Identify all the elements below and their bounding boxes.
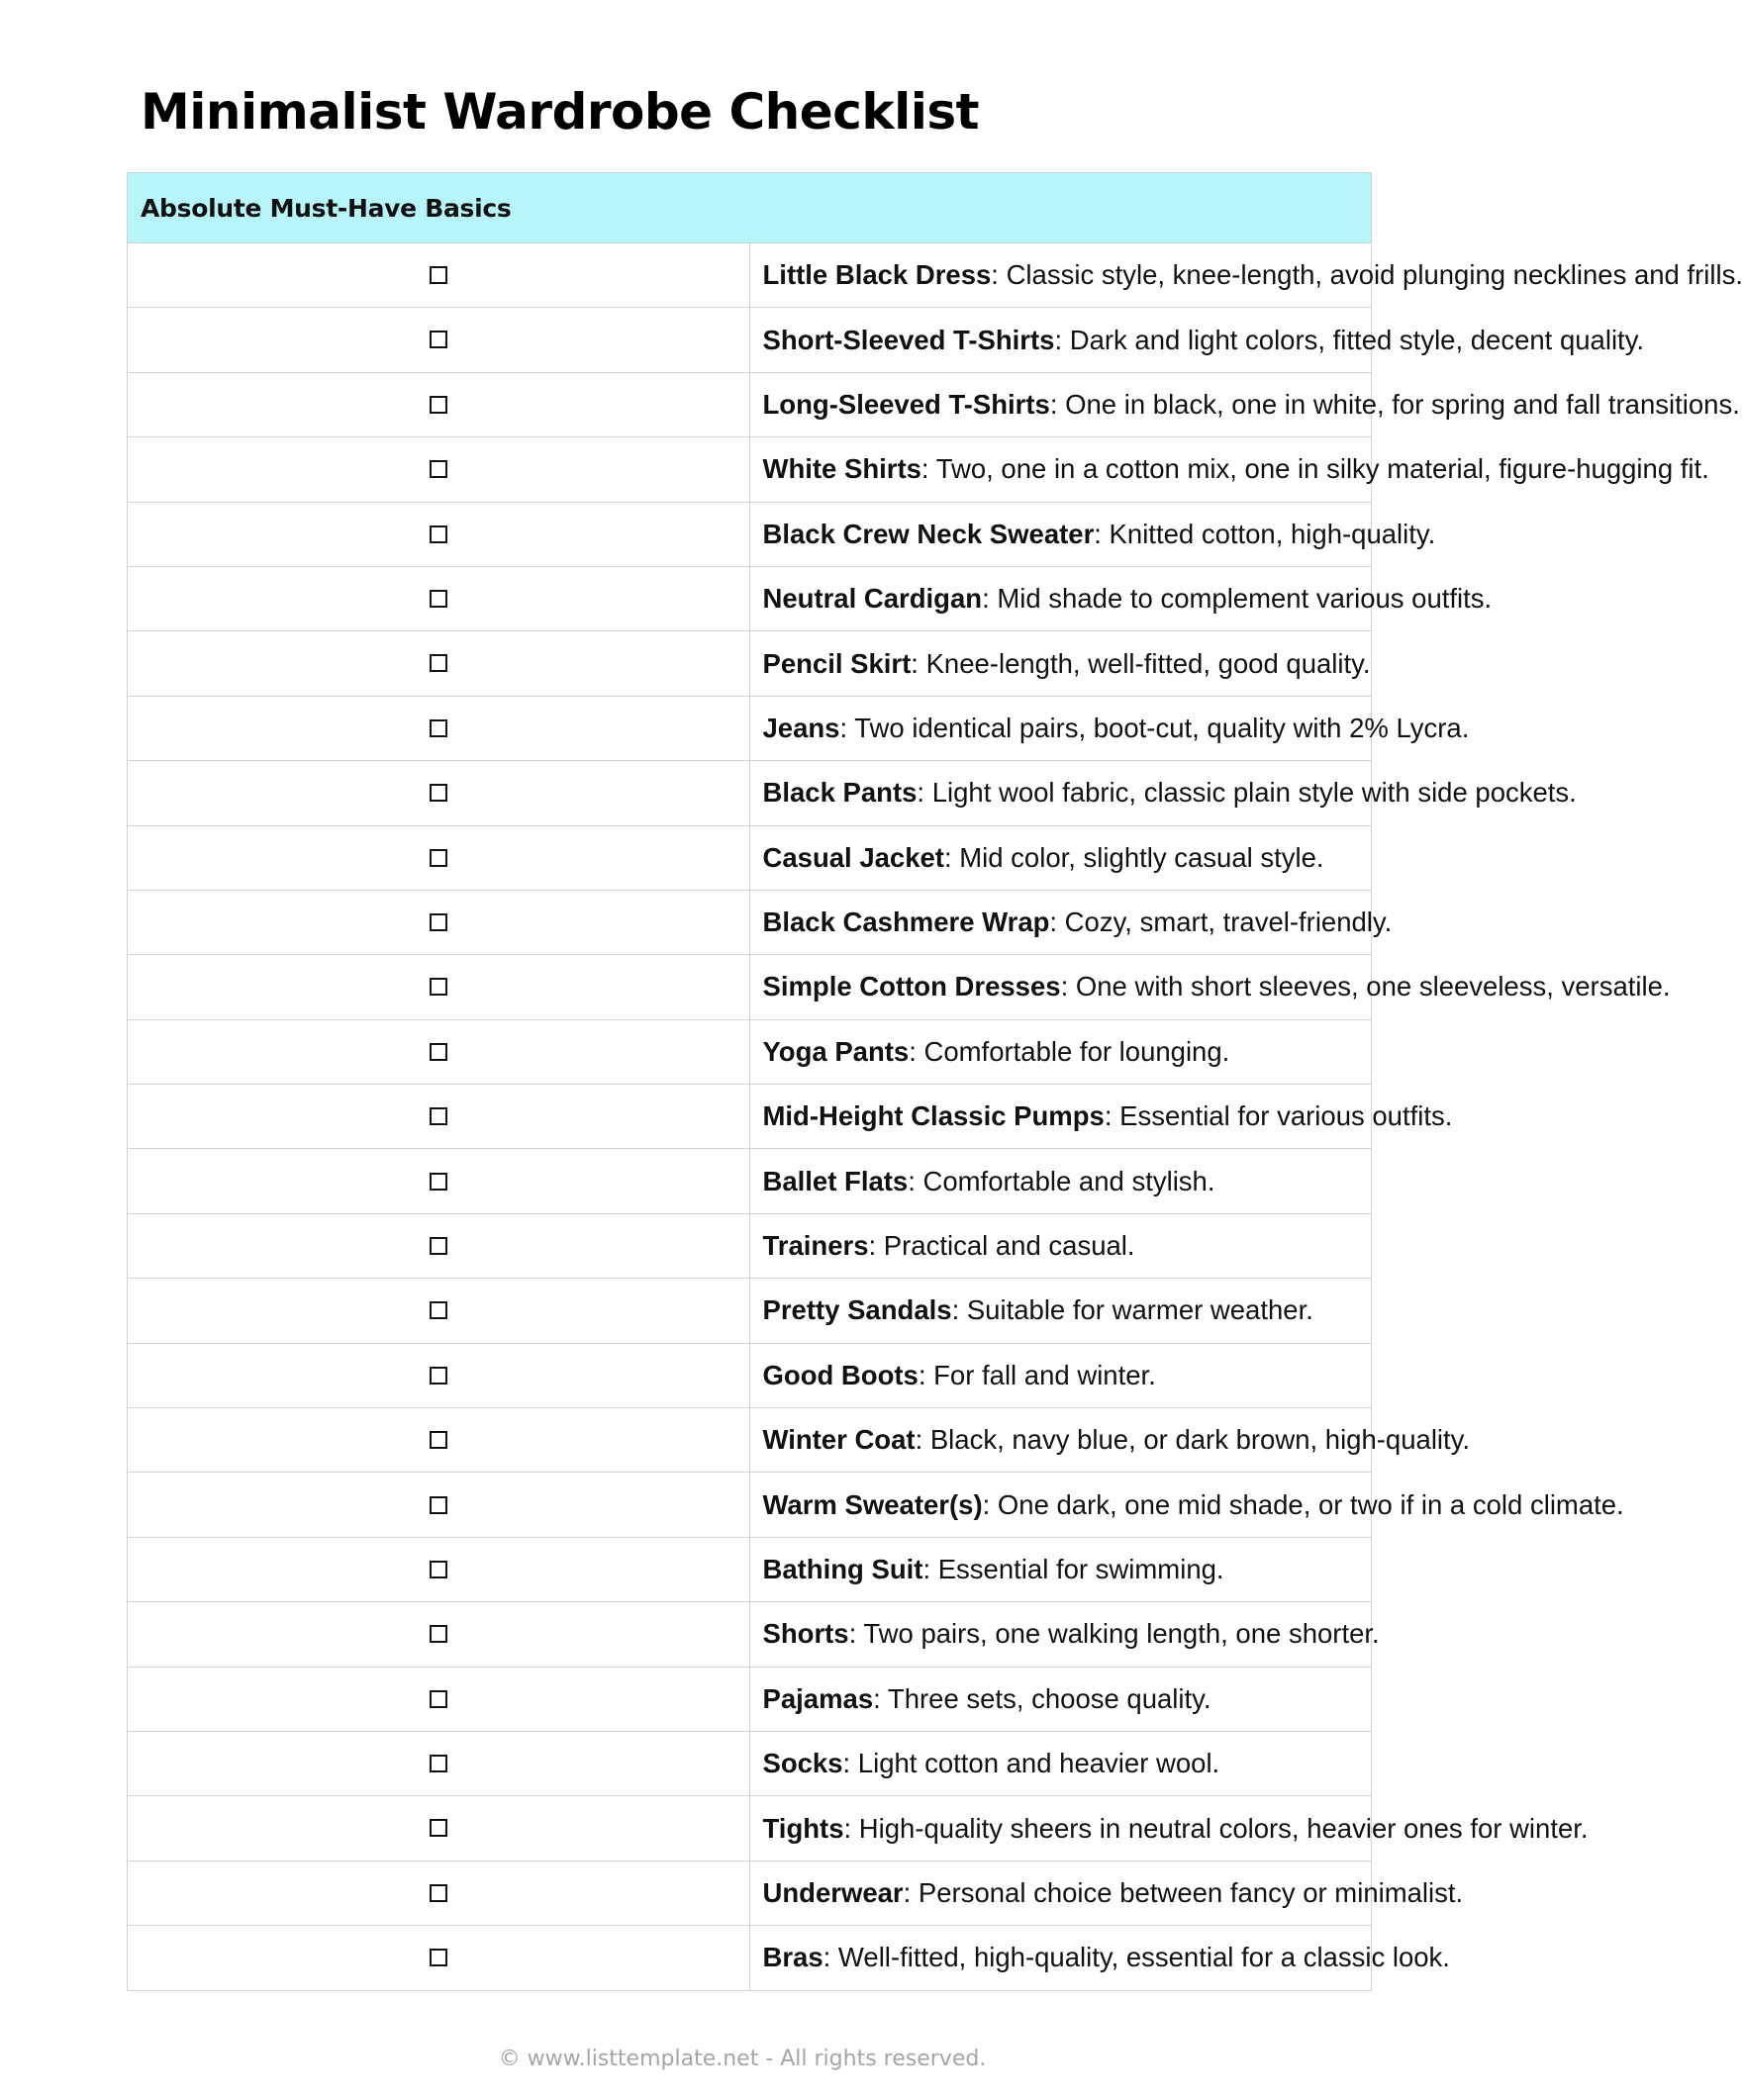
checklist-row — [128, 1473, 1372, 1537]
checklist-row — [128, 1926, 1372, 1990]
item-checkbox[interactable] — [430, 331, 447, 348]
item-description: : Two identical pairs, boot-cut, quality with 2% Lycra. — [839, 712, 1470, 743]
item-checkbox[interactable] — [430, 460, 447, 478]
item-checkbox[interactable] — [430, 1561, 447, 1578]
item-description: : Three sets, choose quality. — [873, 1682, 1211, 1714]
item-description: : Practical and casual. — [868, 1230, 1135, 1262]
item-description: : Cozy, smart, travel-friendly. — [1049, 907, 1393, 938]
item-text-cell — [749, 1861, 1464, 1925]
checkbox-cell — [128, 631, 750, 696]
item-name: Casual Jacket — [762, 841, 944, 873]
checkbox-cell — [128, 1473, 750, 1537]
item-name: Black Crew Neck Sweater — [762, 518, 1095, 549]
checklist-row — [128, 825, 1372, 890]
item-description: : Two, one in a cotton mix, one in silky material, figure-hugging fit. — [920, 453, 1709, 485]
item-text-cell — [749, 1408, 1471, 1473]
item-text-cell — [749, 890, 1393, 954]
checklist-row — [128, 1408, 1372, 1473]
checkbox-cell — [128, 761, 750, 825]
checkbox-cell — [128, 502, 750, 566]
checklist-row — [128, 955, 1372, 1019]
checklist-row — [128, 1019, 1372, 1084]
item-description: : One in black, one in white, for spring and fall transitions. — [1049, 388, 1740, 420]
item-description: : Light wool fabric, classic plain style with side pockets. — [917, 777, 1577, 809]
section-heading: Absolute Must-Have Basics — [128, 173, 1372, 243]
item-checkbox[interactable] — [430, 719, 447, 737]
item-checkbox[interactable] — [430, 590, 447, 608]
item-checkbox[interactable] — [430, 1819, 447, 1837]
checkbox-cell — [128, 1019, 750, 1084]
item-name: Short-Sleeved T-Shirts — [762, 324, 1055, 355]
item-description: : Mid shade to complement various outfits. — [982, 583, 1493, 615]
item-text-cell — [749, 1731, 1372, 1795]
item-text-cell — [749, 825, 1372, 890]
item-name: Little Black Dress — [762, 259, 992, 291]
item-checkbox[interactable] — [430, 784, 447, 802]
checkbox-cell — [128, 1408, 750, 1473]
checklist-row — [128, 1149, 1372, 1213]
checklist-row — [128, 1667, 1372, 1731]
checklist-row — [128, 1731, 1372, 1795]
item-checkbox[interactable] — [430, 1301, 447, 1319]
checkbox-cell — [128, 1149, 750, 1213]
item-name: White Shirts — [762, 453, 921, 485]
checkbox-cell — [128, 1731, 750, 1795]
item-text-cell — [749, 1085, 1453, 1149]
checklist-row — [128, 1343, 1372, 1407]
item-text-cell — [749, 372, 1740, 436]
item-name: Pajamas — [762, 1682, 874, 1714]
checklist-body — [128, 243, 1743, 1991]
item-name: Winter Coat — [762, 1424, 916, 1456]
checklist-row — [128, 372, 1372, 436]
checklist-row — [128, 1602, 1372, 1667]
checklist-row — [128, 1861, 1372, 1925]
item-description: : For fall and winter. — [918, 1359, 1156, 1390]
item-name: Jeans — [762, 712, 840, 743]
item-checkbox[interactable] — [430, 1496, 447, 1514]
checkbox-cell — [128, 1537, 750, 1601]
item-text-cell — [749, 1149, 1372, 1213]
item-checkbox[interactable] — [430, 1107, 447, 1125]
item-description: : Dark and light colors, fitted style, decent quality. — [1054, 324, 1645, 355]
item-text-cell — [749, 1796, 1589, 1861]
checkbox-cell — [128, 1667, 750, 1731]
checklist-row — [128, 1537, 1372, 1601]
checklist-row — [128, 308, 1372, 372]
checklist-row — [128, 1796, 1372, 1861]
item-text-cell — [749, 502, 1436, 566]
item-text-cell — [749, 761, 1577, 825]
checkbox-cell — [128, 566, 750, 630]
item-description: : One dark, one mid shade, or two if in a cold climate. — [982, 1488, 1624, 1520]
item-name: Bras — [762, 1942, 823, 1973]
checkbox-cell — [128, 243, 750, 308]
item-description: : Knitted cotton, high-quality. — [1094, 518, 1436, 549]
checklist-row — [128, 761, 1372, 825]
checkbox-cell — [128, 308, 750, 372]
item-name: Pretty Sandals — [762, 1294, 952, 1326]
item-text-cell — [749, 696, 1470, 760]
page-title: Minimalist Wardrobe Checklist — [141, 83, 980, 141]
item-text-cell — [749, 1926, 1450, 1990]
checkbox-cell — [128, 1861, 750, 1925]
item-description: : Two pairs, one walking length, one shorter. — [848, 1618, 1380, 1650]
item-description: : Suitable for warmer weather. — [951, 1294, 1313, 1326]
item-name: Black Cashmere Wrap — [762, 907, 1050, 938]
checklist-row — [128, 631, 1372, 696]
checkbox-cell — [128, 437, 750, 502]
item-description: : One with short sleeves, one sleeveless, versatile. — [1060, 971, 1671, 1002]
item-checkbox[interactable] — [430, 1949, 447, 1966]
item-checkbox[interactable] — [430, 1431, 447, 1449]
checklist-row — [128, 1279, 1372, 1343]
checklist-row — [128, 890, 1372, 954]
checkbox-cell — [128, 825, 750, 890]
item-name: Good Boots — [762, 1359, 919, 1390]
checklist-row — [128, 502, 1372, 566]
item-checkbox[interactable] — [430, 1755, 447, 1772]
item-text-cell — [749, 1279, 1372, 1343]
item-text-cell — [749, 1537, 1372, 1601]
item-name: Black Pants — [762, 777, 918, 809]
item-name: Pencil Skirt — [762, 647, 912, 679]
item-text-cell — [749, 1667, 1372, 1731]
item-checkbox[interactable] — [430, 266, 447, 284]
item-text-cell — [749, 955, 1671, 1019]
checklist-row — [128, 566, 1372, 630]
item-checkbox[interactable] — [430, 913, 447, 931]
checkbox-cell — [128, 1343, 750, 1407]
item-description: : Well-fitted, high-quality, essential for a classic look. — [823, 1942, 1450, 1973]
item-text-cell — [749, 1473, 1624, 1537]
checkbox-cell — [128, 890, 750, 954]
checkbox-cell — [128, 955, 750, 1019]
item-description: : Classic style, knee-length, avoid plunging necklines and frills. — [991, 259, 1743, 291]
checkbox-cell — [128, 372, 750, 436]
checkbox-cell — [128, 1279, 750, 1343]
item-checkbox[interactable] — [430, 978, 447, 996]
item-name: Long-Sleeved T-Shirts — [762, 388, 1050, 420]
item-checkbox[interactable] — [430, 1367, 447, 1384]
checkbox-cell — [128, 1796, 750, 1861]
item-name: Ballet Flats — [762, 1165, 909, 1196]
item-checkbox[interactable] — [430, 1173, 447, 1191]
item-description: : Mid color, slightly casual style. — [943, 841, 1324, 873]
item-checkbox[interactable] — [430, 525, 447, 543]
item-text-cell — [749, 1343, 1372, 1407]
item-checkbox[interactable] — [430, 396, 447, 414]
item-name: Trainers — [762, 1230, 869, 1262]
item-checkbox[interactable] — [430, 1237, 447, 1255]
item-checkbox[interactable] — [430, 1625, 447, 1643]
checkbox-cell — [128, 1213, 750, 1278]
item-name: Neutral Cardigan — [762, 583, 983, 615]
item-description: : Personal choice between fancy or minimalist. — [903, 1876, 1464, 1908]
item-text-cell — [749, 1602, 1380, 1667]
item-name: Yoga Pants — [762, 1035, 910, 1067]
item-text-cell — [749, 631, 1372, 696]
checkbox-cell — [128, 1602, 750, 1667]
item-name: Bathing Suit — [762, 1554, 923, 1584]
item-name: Mid-Height Classic Pumps — [762, 1100, 1105, 1132]
copyright-footer: © www.listtemplate.net - All rights reserved. — [498, 2047, 987, 2071]
checklist-row — [128, 437, 1372, 502]
item-text-cell — [749, 437, 1709, 502]
checklist-row — [128, 1085, 1372, 1149]
checkbox-cell — [128, 1926, 750, 1990]
item-checkbox[interactable] — [430, 1690, 447, 1708]
item-checkbox[interactable] — [430, 654, 447, 672]
item-description: : Light cotton and heavier wool. — [842, 1748, 1220, 1779]
item-description: : Comfortable for lounging. — [909, 1035, 1230, 1067]
checkbox-cell — [128, 696, 750, 760]
item-description: : Knee-length, well-fitted, good quality. — [911, 647, 1371, 679]
item-name: Warm Sweater(s) — [762, 1488, 983, 1520]
item-text-cell — [749, 243, 1743, 308]
checklist-row — [128, 1213, 1372, 1278]
item-name: Simple Cotton Dresses — [762, 971, 1061, 1002]
item-description: : Black, navy blue, or dark brown, high-quality. — [915, 1424, 1471, 1456]
item-text-cell — [749, 1213, 1372, 1278]
item-checkbox[interactable] — [430, 1884, 447, 1902]
item-description: : Essential for various outfits. — [1104, 1100, 1453, 1132]
item-checkbox[interactable] — [430, 849, 447, 867]
section-header-row — [128, 173, 1372, 243]
checklist-row — [128, 696, 1372, 760]
item-description: : Essential for swimming. — [922, 1554, 1224, 1584]
item-name: Shorts — [762, 1618, 849, 1650]
item-text-cell — [749, 566, 1493, 630]
item-description: : High-quality sheers in neutral colors, heavier ones for winter. — [843, 1812, 1589, 1844]
item-description: : Comfortable and stylish. — [908, 1165, 1215, 1196]
checkbox-cell — [128, 1085, 750, 1149]
item-text-cell — [749, 1019, 1372, 1084]
checklist-row — [128, 243, 1372, 308]
checklist-table — [127, 172, 1743, 1991]
item-text-cell — [749, 308, 1645, 372]
item-checkbox[interactable] — [430, 1043, 447, 1061]
item-name: Tights — [762, 1812, 844, 1844]
item-name: Underwear — [762, 1876, 904, 1908]
item-name: Socks — [762, 1748, 843, 1779]
